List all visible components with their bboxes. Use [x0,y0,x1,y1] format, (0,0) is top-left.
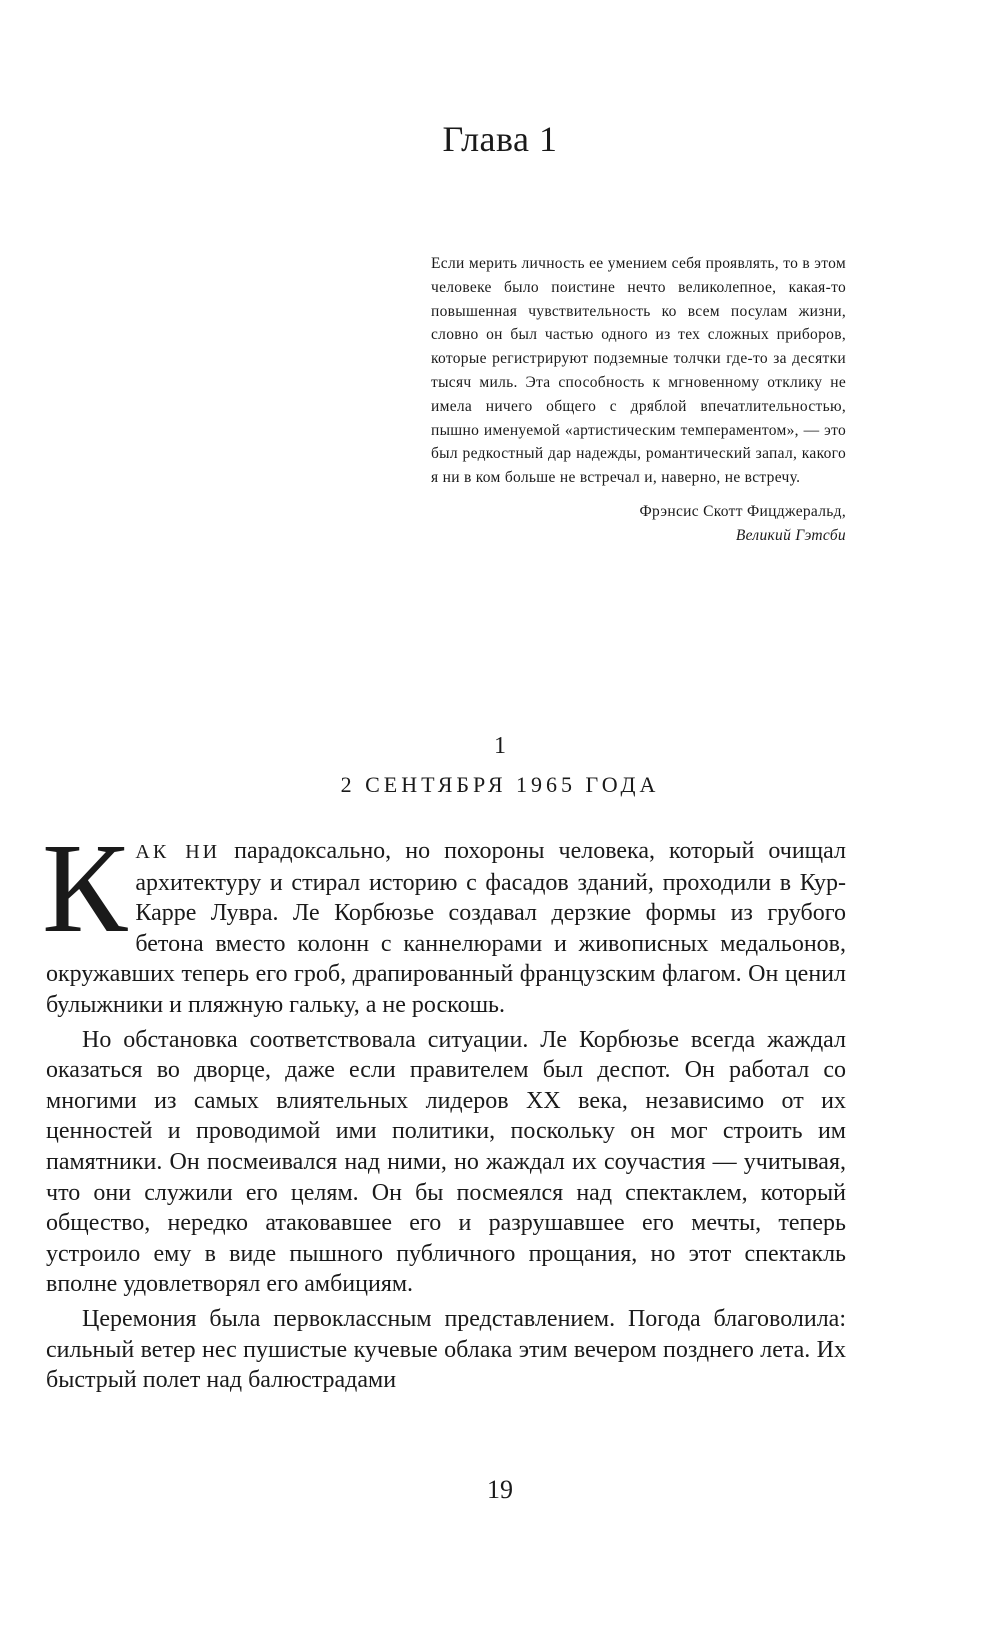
page-number: 19 [487,1475,513,1504]
section-heading: 2 СЕНТЯБРЯ 1965 ГОДА [340,772,660,797]
paragraph-1-text: парадоксально, но похороны человека, который очищал архитектуру и стирал историю с фасадов зданий, проходили в Кур-Карре Лувра. Ле Корбюзье создавал дерзкие формы из грубого бетона вместо колонн с каннелюрами и живописных медальонов, окружавших теперь его гроб, драпированный французским флагом. Он ценил булыжники и пляжную гальку, а не роскошь. [46,838,846,1018]
epigraph-attribution [431,500,846,548]
section-number: 1 [494,733,506,759]
paragraph-1 [42,817,846,1021]
chapter-title: Глава 1 [442,119,558,159]
epigraph [431,252,846,548]
paragraph-2: Но обстановка соответствовала ситуации. Ле Корбюзье всегда жаждал оказаться во дворце, даже если правителем был деспот. Он работал со многими из самых влиятельных лидеров XX века, независимо от их ценностей и проводимой ими политики, поскольку он мог строить им памятники. Он посмеивался над ними, но жаждал их соучастия — учитывая, что они служили его целям. Он бы посмеялся над спектаклем, который общество, нередко атаковавшее его и разрушавшее его мечты, теперь устроило ему в виде пышного публичного прощания, но этот спектакль вполне удовлетворял его амбициям. [46,1026,846,1298]
drop-cap: К [42,817,128,959]
body-text [42,817,846,1396]
paragraph-3: Церемония была первоклассным представлением. Погода благоволила: сильный ветер нес пушистые кучевые облака этим вечером позднего лета. Их быстрый полет над балюстрадами [46,1305,846,1394]
lead-in-smallcaps: АК НИ [135,841,221,863]
epigraph-book-title: Великий Гэтсби [735,526,846,544]
epigraph-author: Фрэнсис Скотт Фицджеральд, [639,502,846,520]
epigraph-text: Если мерить личность ее умением себя проявлять, то в этом человеке было поистине нечто великолепное, какая-то повышенная чувствительность ко всем посулам жизни, словно он был частью одного из тех сложных приборов, которые регистрируют подземные толчки где-то за десятки тысяч миль. Эта способность к мгновенному отклику не имела ничего общего с дряблой впечатлительностью, пышно именуемой «артистическим темпераментом», — это был редкостный дар надежды, романтический запал, какого я ни в ком больше не встречал и, наверно, не встречу. [431,255,846,487]
